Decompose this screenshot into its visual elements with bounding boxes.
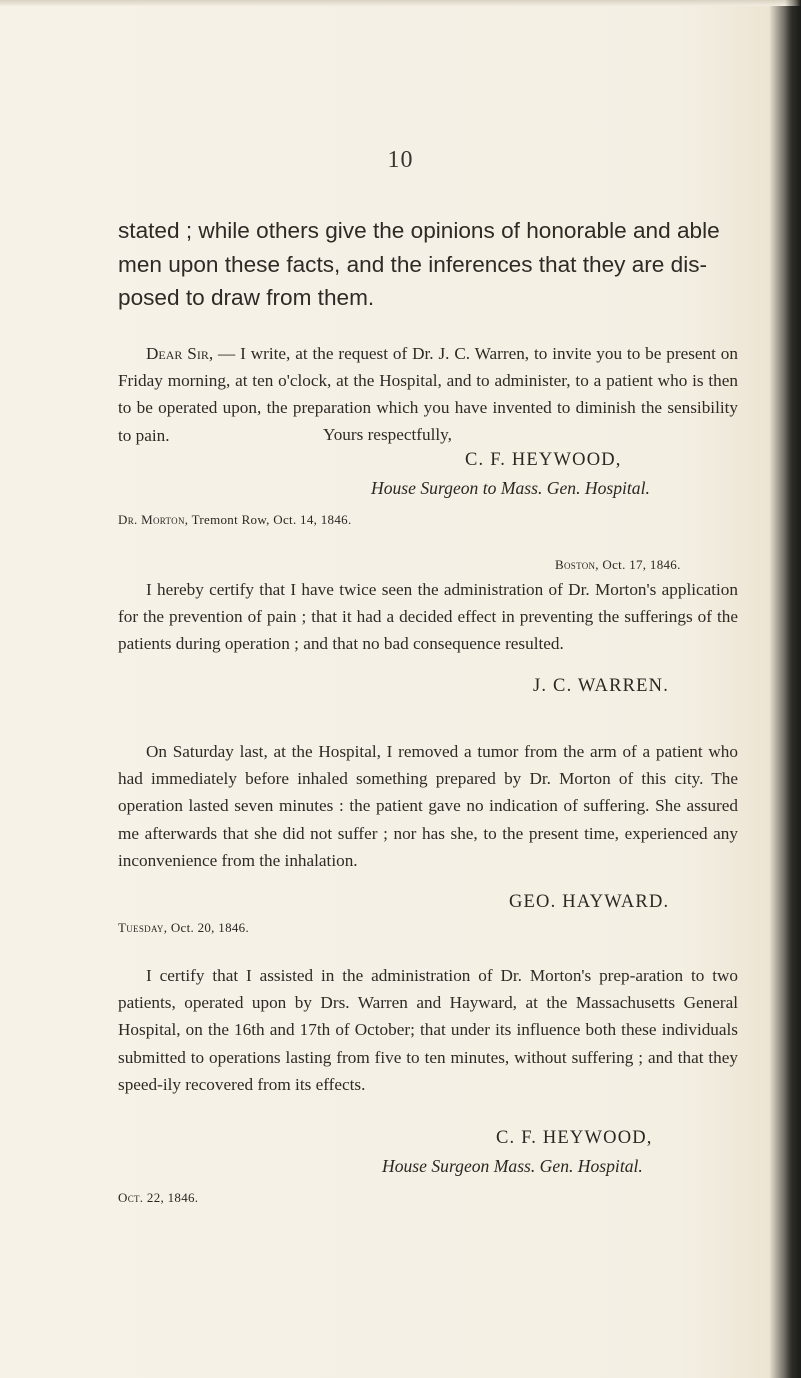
page-number: 10 [387, 147, 414, 173]
signature-title-heywood: House Surgeon to Mass. Gen. Hospital. [371, 478, 650, 498]
date-rest: Oct. 20, 1846. [167, 920, 250, 935]
letter-hayward-body [118, 738, 738, 874]
letter-heywood-certify-text: I certify that I assisted in the administration of Dr. Morton's prep-aration to two patients, operated upon by Drs. Warren and Hayward, at the Massachusetts General Hospital, on the 16th and 17th of October; that under its influence both these individuals submitted to operations lasting from five to ten minutes, without suffering ; and that they speed-ily recovered from its effects. [118, 966, 738, 1094]
addressee-rest: Tremont Row, Oct. 14, 1846. [188, 512, 352, 527]
signature-hayward: GEO. HAYWARD. [509, 892, 670, 912]
letter-hayward-text: On Saturday last, at the Hospital, I removed a tumor from the arm of a patient who had immediately before inhaled something prepared by Dr. Morton of this city. The operation lasted seven minutes : the patient gave no indication of suffering. She assured me afterwards that she did not suffer ; nor has she, to the present time, experienced any inconvenience from the inhalation. [118, 742, 738, 870]
dateline-place: Boston, [555, 557, 599, 572]
dateline-boston [555, 557, 681, 573]
addressee-name: Dr. Morton, [118, 512, 189, 527]
letter-heywood-text: — I write, at the request of Dr. J. C. Warren, to invite you to be present on Friday morning, at ten o'clock, at the Hospital, and to administer, to a patient who is then to be operated upon, the preparation which you have invented to diminish the sensibility to pain. [118, 344, 738, 445]
date-day: Tuesday, [118, 920, 168, 935]
date-month: Oct. [118, 1190, 144, 1205]
letter-warren-body [118, 576, 738, 658]
date-tuesday [118, 920, 249, 936]
letter-warren-text: I hereby certify that I have twice seen the administration of Dr. Morton's application for the prevention of pain ; that it had a decided effect in preventing the sufferings of the patients during operation ; and that no bad consequence resulted. [118, 580, 738, 654]
date-rest-2: 22, 1846. [143, 1190, 199, 1205]
signature-heywood-2: C. F. HEYWOOD, [496, 1128, 653, 1148]
dateline-date: Oct. 17, 1846. [598, 557, 681, 572]
signature-title-heywood-2: House Surgeon Mass. Gen. Hospital. [382, 1156, 643, 1176]
signature-heywood: C. F. HEYWOOD, [465, 450, 622, 470]
intro-paragraph: stated ; while others give the opinions of honorable and able men upon these facts, and the inferences that they are dis-posed to draw from them. [118, 218, 720, 310]
signature-warren: J. C. WARREN. [533, 676, 670, 696]
addressee-line [118, 512, 352, 528]
closing-line: Yours respectfully, [323, 425, 452, 444]
page-top-edge [0, 0, 801, 6]
letter-heywood-certify-body [118, 962, 738, 1098]
page-binding-shadow [785, 0, 801, 1378]
date-october [118, 1190, 198, 1206]
salutation: Dear Sir, [146, 344, 214, 363]
